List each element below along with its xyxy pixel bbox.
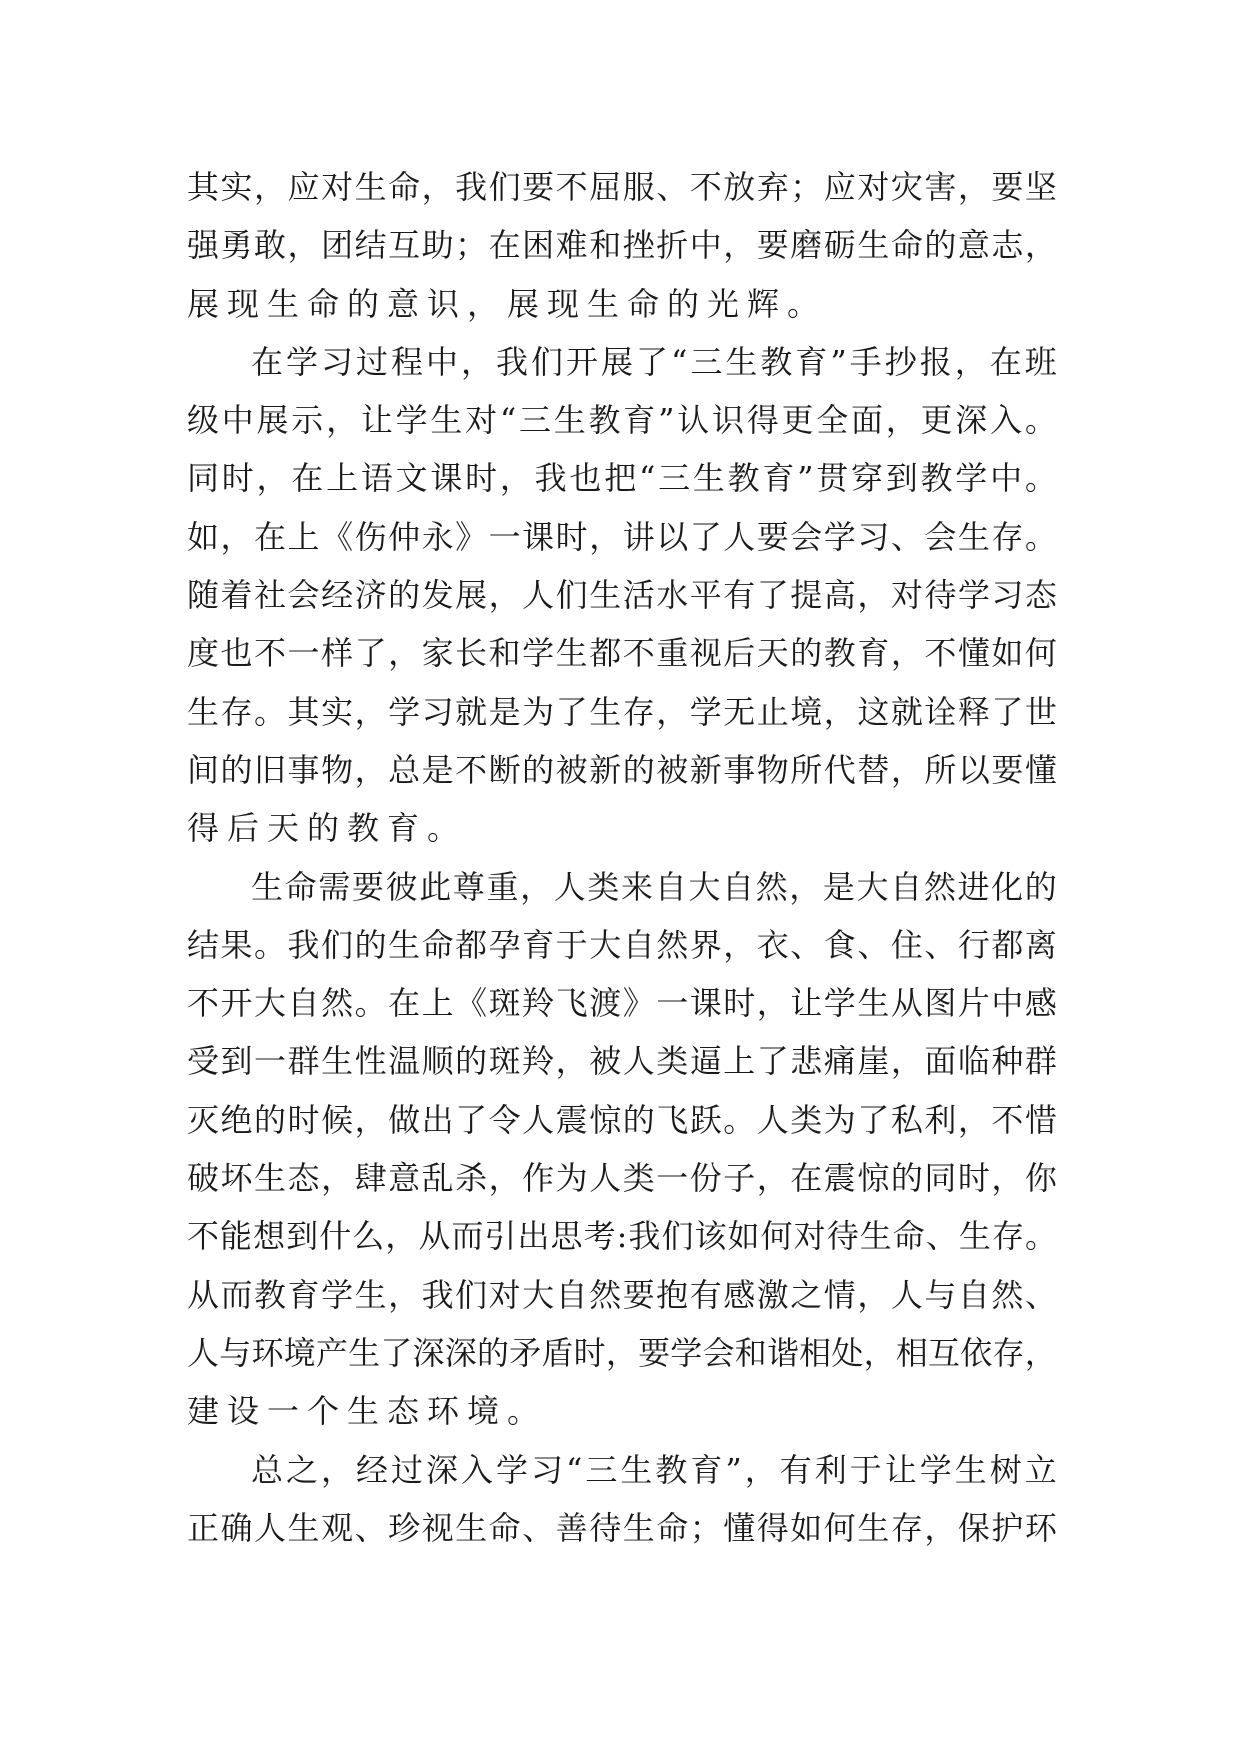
text-line: 破 坏 生 态 ， 肆 意 乱 杀 ， 作 为 人 类 一 份 子 ， 在 震 惊 的 同 时 ， 你: [187, 1159, 1057, 1198]
text-line: 结 果 。 我 们 的 生 命 都 孕 育 于 大 自 然 界 ， 衣 、 食 、 住 、 行 都 离: [187, 925, 1057, 964]
text-line: 强 勇 敢 ， 团 结 互 助 ； 在 困 难 和 挫 折 中 ， 要 磨 砺 生 命 的 意 志 ，: [187, 226, 1057, 265]
text-line: 正 确 人 生 观 、 珍 视 生 命 、 善 待 生 命 ； 懂 得 如 何 生 存 ， 保 护 环: [187, 1508, 1057, 1547]
text-line: 人 与 环 境 产 生 了 深 深 的 矛 盾 时 ， 要 学 会 和 谐 相 处 ， 相 互 依 存 ，: [187, 1333, 1057, 1372]
text-line: 级 中 展 示 ， 让 学 生 对 “ 三 生 教 育 ” 认 识 得 更 全 面 ， 更 深 入 。: [187, 401, 1057, 440]
text-line: 度 也 不 一 样 了 ， 家 长 和 学 生 都 不 重 视 后 天 的 教 育 ， 不 懂 如 何: [187, 634, 1057, 673]
text-line: 展现生命的意识，展现生命的光辉。: [187, 284, 828, 323]
text-line: 得后天的教育。: [187, 809, 468, 848]
text-line: 生 命 需 要 彼 此 尊 重 ， 人 类 来 自 大 自 然 ， 是 大 自 然 进 化 的: [251, 867, 1057, 906]
text-line: 随 着 社 会 经 济 的 发 展 ， 人 们 生 活 水 平 有 了 提 高 ， 对 待 学 习 态: [187, 576, 1057, 615]
text-line: 在 学 习 过 程 中 ， 我 们 开 展 了 “ 三 生 教 育 ” 手 抄 报 ， 在 班: [251, 342, 1057, 381]
text-line: 总 之 ， 经 过 深 入 学 习 “ 三 生 教 育 ” ， 有 利 于 让 学 生 树 立: [251, 1450, 1057, 1489]
text-line: 间 的 旧 事 物 ， 总 是 不 断 的 被 新 的 被 新 事 物 所 代 替 ， 所 以 要 懂: [187, 750, 1057, 789]
text-line: 灭 绝 的 时 候 ， 做 出 了 令 人 震 惊 的 飞 跃 。 人 类 为 了 私 利 ， 不 惜: [187, 1100, 1057, 1139]
text-line: 如 ， 在 上 《 伤 仲 永 》 一 课 时 ， 讲 以 了 人 要 会 学 习 、 会 生 存 。: [187, 517, 1057, 556]
text-line: 从 而 教 育 学 生 ， 我 们 对 大 自 然 要 抱 有 感 激 之 情 ， 人 与 自 然 、: [187, 1275, 1057, 1314]
text-line: 生 存 。 其 实 ， 学 习 就 是 为 了 生 存 ， 学 无 止 境 ， 这 就 诠 释 了 世: [187, 692, 1057, 731]
text-line: 同 时 ， 在 上 语 文 课 时 ， 我 也 把 “ 三 生 教 育 ” 贯 穿 到 教 学 中 。: [187, 459, 1057, 498]
text-line: 不 能 想 到 什 么 ， 从 而 引 出 思 考 : 我 们 该 如 何 对 待 生 命 、 生 存 。: [187, 1217, 1057, 1256]
document-body: [187, 158, 1057, 1557]
text-line: 其 实 ， 应 对 生 命 ， 我 们 要 不 屈 服 、 不 放 弃 ； 应 对 灾 害 ， 要 坚: [187, 168, 1057, 206]
text-line: 不 开 大 自 然 。 在 上 《 斑 羚 飞 渡 》 一 课 时 ， 让 学 生 从 图 片 中 感: [187, 984, 1057, 1023]
text-line: 受 到 一 群 生 性 温 顺 的 斑 羚 ， 被 人 类 逼 上 了 悲 痛 崖 ， 面 临 种 群: [187, 1042, 1057, 1081]
text-line: 建设一个生态环境。: [187, 1392, 548, 1431]
